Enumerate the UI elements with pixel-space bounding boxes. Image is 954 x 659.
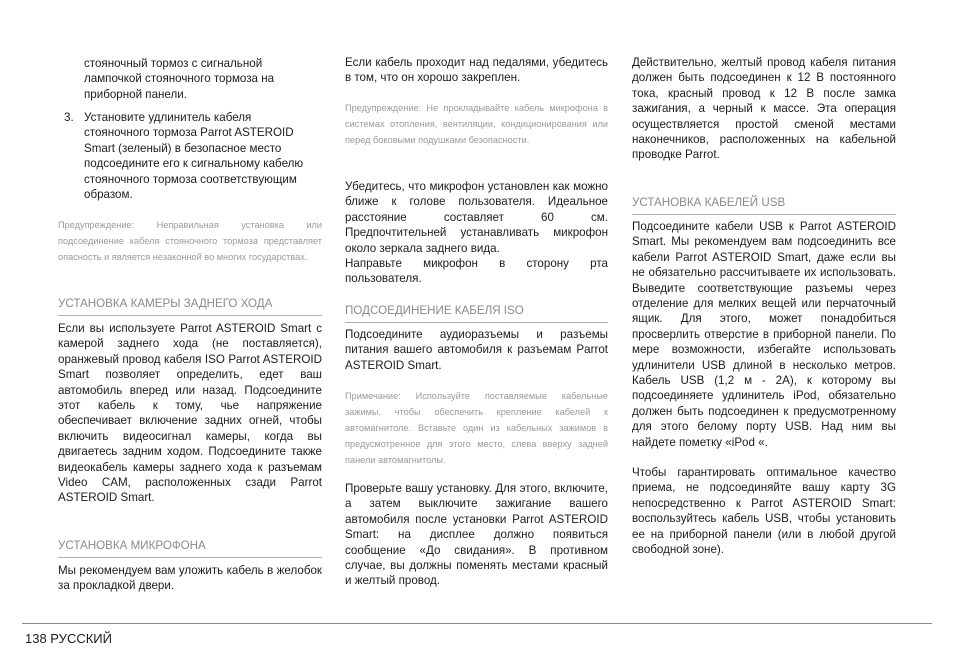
intro-continuation: стояночный тормоз с сигнальной лампочкой стояночного тормоза на приборной панели.	[84, 57, 275, 101]
step-3	[64, 110, 324, 202]
step-number: 3.	[64, 111, 74, 124]
microphone-distance-text: Убедитесь, что микрофон установлен как можно ближе к голове пользователя. Идеальное расстояние составляет 60 см. Предпочтительней устанавливать микрофон около зеркала заднего вида.	[345, 180, 608, 255]
microphone-direction-text: Направьте микрофон в сторону рта пользователя.	[345, 257, 608, 286]
warning-microphone-cable: Предупреждение: Не прокладывайте кабель микрофона в системах отопления, вентиляции, кондиционирования или перед боковыми подушками безопасности.	[345, 103, 608, 145]
microphone-text: Мы рекомендуем вам уложить кабель в желобок за прокладкой двери.	[58, 564, 322, 593]
heading-iso-cable: ПОДСОЕДИНЕНИЕ КАБЕЛЯ ISO	[345, 303, 608, 323]
usb-3g-text: Чтобы гарантировать оптимальное качество приема, не подсоединяйте вашу карту 3G непосредственно к Parrot ASTEROID Smart: воспользуйтесь кабель USB, чтобы установить ее на приборной панели (или в любой другой свободной зоне).	[632, 466, 896, 557]
footer-divider	[22, 623, 932, 624]
yellow-wire-text: Действительно, желтый провод кабеля питания должен быть подсоединен к 12 В постоянного тока, красный провод к 12 В после замка зажигания, а черный к массе. Эта операция осуществляется простой сменой местами наконечников, расположенных на кабельной проводке Parrot.	[632, 56, 896, 162]
installation-check-text: Проверьте вашу установку. Для этого, включите, а затем выключите зажигание вашего автомобиля после установки Parrot ASTEROID Smart: на дисплее должно появиться сообщение «До свидания». В противном случае, вы должны поменять местами красный и желтый провод.	[345, 482, 608, 588]
rear-camera-text: Если вы используете Parrot ASTEROID Smart с камерой заднего хода (не поставляется), оранжевый провод кабеля ISO Parrot ASTEROID Smart позволяет определить, едет ваш автомобиль вперед или назад. Подсоедините этот кабель к тому, чье напряжение обеспечивает включение задних огней, чтобы включить видеосигнал камеры, когда вы двигаетесь задним ходом. Подсоедините также видеокабель камеры заднего хода к разъемам Video CAM, расположенных сзади Parrot ASTEROID Smart.	[58, 322, 322, 505]
step-text: Установите удлинитель кабеля стояночного тормоза Parrot ASTEROID Smart (зеленый) в безопасное место подсоедините его к сигнальному кабелю стояночного тормоза соответствующим образом.	[84, 111, 304, 202]
iso-text: Подсоедините аудиоразъемы и разъемы питания вашего автомобиля к разъемам Parrot ASTEROID Smart.	[345, 328, 608, 372]
pedal-text: Если кабель проходит над педалями, убедитесь в том, что он хорошо закреплен.	[345, 56, 608, 85]
heading-usb-cables: УСТАНОВКА КАБЕЛЕЙ USB	[632, 195, 896, 215]
note-cable-clamps: Примечание: Используйте поставляемые кабельные зажимы, чтобы обеспечить крепление кабелей к автомагнитоле. Вставьте один из кабельных зажимов в предусмотренное для этого место, слева вверху задней панели автомагнитолы.	[345, 391, 608, 465]
heading-microphone: УСТАНОВКА МИКРОФОНА	[58, 538, 322, 558]
page-number-label: 138 РУССКИЙ	[25, 631, 112, 646]
usb-text: Подсоедините кабели USB к Parrot ASTEROID Smart. Мы рекомендуем вам подсоединить все кабели Parrot ASTEROID Smart, даже если вы не обязательно рассчитываете их использовать. Выведите соответствующие разъемы через отделение для мелких вещей или перчаточный ящик. Для этого, может понадобиться просверлить отверстие в приборной панели. По мере возможности, избегайте использовать удлинители USB длиной в несколько метров. Кабель USB (1,2 м - 2A), к которому вы подсоединяете удлинитель iPod, обязательно должен быть подсоединен к предусмотренному для этого белому порту USB. Над ним вы найдете пометку «iPod «.	[632, 220, 896, 449]
warning-parking-brake: Предупреждение: Неправильная установка или подсоединение кабеля стояночного тормоза представляет опасность и является незаконной во многих государствах.	[58, 220, 322, 262]
heading-rear-camera: УСТАНОВКА КАМЕРЫ ЗАДНЕГО ХОДА	[58, 296, 322, 316]
